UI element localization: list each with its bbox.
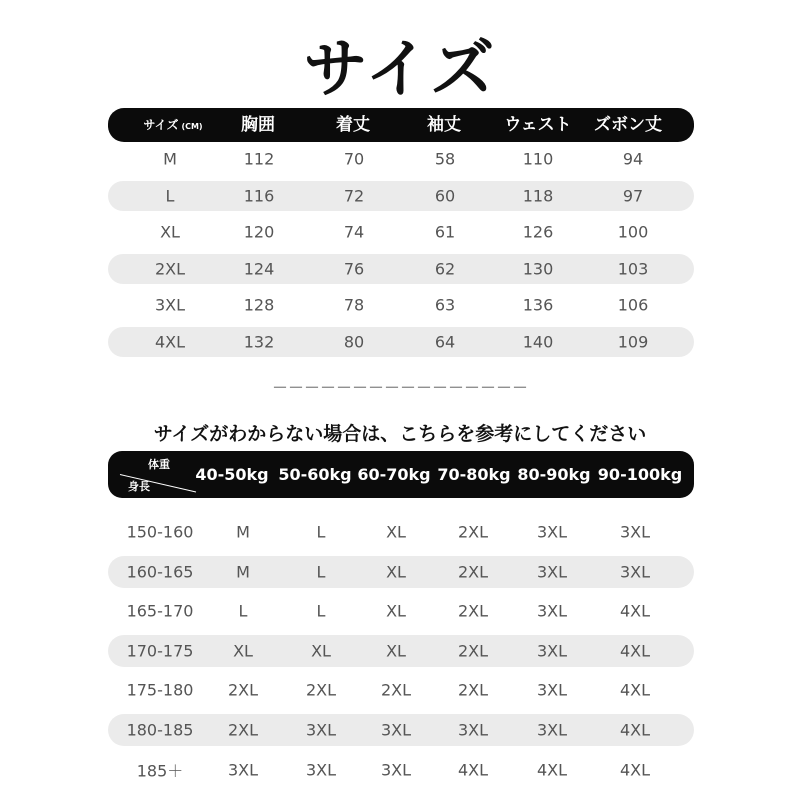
row-label: 150-160 [126,522,194,542]
table-cell: 2XL [457,641,489,661]
table-cell: 2XL [305,680,337,700]
table-cell: 3XL [536,641,568,661]
row-label: 3XL [154,295,186,315]
separator: －－－－－－－－－－－－－－－－ [271,378,528,397]
table-cell: 3XL [227,760,259,780]
weight-header: 80-90kg [517,465,591,484]
table-cell: 3XL [619,522,651,542]
sleeve-header: 袖丈 [427,115,461,135]
table-cell: M [236,522,250,542]
table-cell: 120 [243,222,275,242]
height-label: 身長 [128,480,150,493]
table-cell: 3XL [380,720,412,740]
table-cell: 3XL [619,562,651,582]
table-cell: 106 [617,295,649,315]
table-cell: XL [311,641,331,661]
table-cell: 136 [522,295,554,315]
row-label: L [165,186,175,206]
table-cell: 2XL [227,680,259,700]
row-label: 180-185 [126,720,194,740]
table-cell: 70 [343,149,365,169]
table-cell: 2XL [227,720,259,740]
table-cell: M [236,562,250,582]
table-cell: 4XL [619,720,651,740]
page-title: サイズ [303,33,497,107]
table-cell: 100 [617,222,649,242]
row-stripe [108,327,694,357]
table-cell: 118 [522,186,554,206]
row-stripe [108,181,694,211]
table-cell: 3XL [305,760,337,780]
weight-label: 体重 [148,458,170,471]
table-cell: L [316,522,326,542]
row-label: 185＋ [136,761,184,781]
table-cell: 4XL [457,760,489,780]
table-cell: XL [386,522,406,542]
row-label: 165-170 [126,601,194,621]
table-cell: 94 [622,149,644,169]
weight-header: 90-100kg [597,465,683,484]
table-cell: L [316,601,326,621]
row-label: 160-165 [126,562,194,582]
table-cell: 128 [243,295,275,315]
table-cell: 3XL [536,562,568,582]
row-label: M [163,149,177,169]
table-cell: 3XL [536,720,568,740]
table-cell: 110 [522,149,554,169]
pants-length-header: ズボン丈 [594,115,662,135]
length-header: 着丈 [336,115,370,135]
table-cell: 61 [434,222,456,242]
table-cell: 4XL [619,601,651,621]
table-cell: 2XL [380,680,412,700]
table-cell: XL [386,562,406,582]
row-stripe [108,254,694,284]
table-cell: L [316,562,326,582]
size-table-header [108,108,694,142]
table-cell: 4XL [619,760,651,780]
table-cell: 3XL [536,680,568,700]
weight-header: 50-60kg [278,465,352,484]
table-cell: 78 [343,295,365,315]
fit-table-header [108,451,694,498]
chest-header: 胸囲 [241,115,275,135]
table-cell: 140 [522,332,554,352]
table-cell: 3XL [305,720,337,740]
table-cell: XL [386,601,406,621]
table-cell: 3XL [536,522,568,542]
weight-header: 70-80kg [437,465,511,484]
table-cell: 2XL [457,522,489,542]
size-column-header: サイズ (CM) [143,118,203,132]
row-label: XL [160,222,180,242]
table-cell: 3XL [457,720,489,740]
table-cell: XL [386,641,406,661]
row-label: 4XL [154,332,186,352]
row-label: 175-180 [126,680,194,700]
table-cell: 109 [617,332,649,352]
table-cell: 4XL [619,680,651,700]
fit-guide-title: サイズがわからない場合は、こちらを参考にしてください [153,423,647,445]
row-label: 170-175 [126,641,194,661]
table-cell: 4XL [619,641,651,661]
table-cell: 76 [343,259,365,279]
table-cell: 126 [522,222,554,242]
table-cell: 58 [434,149,456,169]
table-cell: XL [233,641,253,661]
table-cell: 64 [434,332,456,352]
weight-header: 40-50kg [195,465,269,484]
table-cell: 60 [434,186,456,206]
table-cell: 130 [522,259,554,279]
table-cell: 97 [622,186,644,206]
table-cell: 103 [617,259,649,279]
table-cell: 116 [243,186,275,206]
table-cell: 3XL [536,601,568,621]
table-cell: 112 [243,149,275,169]
table-cell: 3XL [380,760,412,780]
waist-header: ウェスト [504,115,572,135]
table-cell: 2XL [457,562,489,582]
table-cell: 74 [343,222,365,242]
table-cell: 2XL [457,680,489,700]
weight-header: 60-70kg [357,465,431,484]
table-cell: 72 [343,186,365,206]
table-cell: 62 [434,259,456,279]
table-cell: 4XL [536,760,568,780]
table-cell: L [238,601,248,621]
row-label: 2XL [154,259,186,279]
table-cell: 63 [434,295,456,315]
table-cell: 80 [343,332,365,352]
table-cell: 132 [243,332,275,352]
table-cell: 124 [243,259,275,279]
table-cell: 2XL [457,601,489,621]
